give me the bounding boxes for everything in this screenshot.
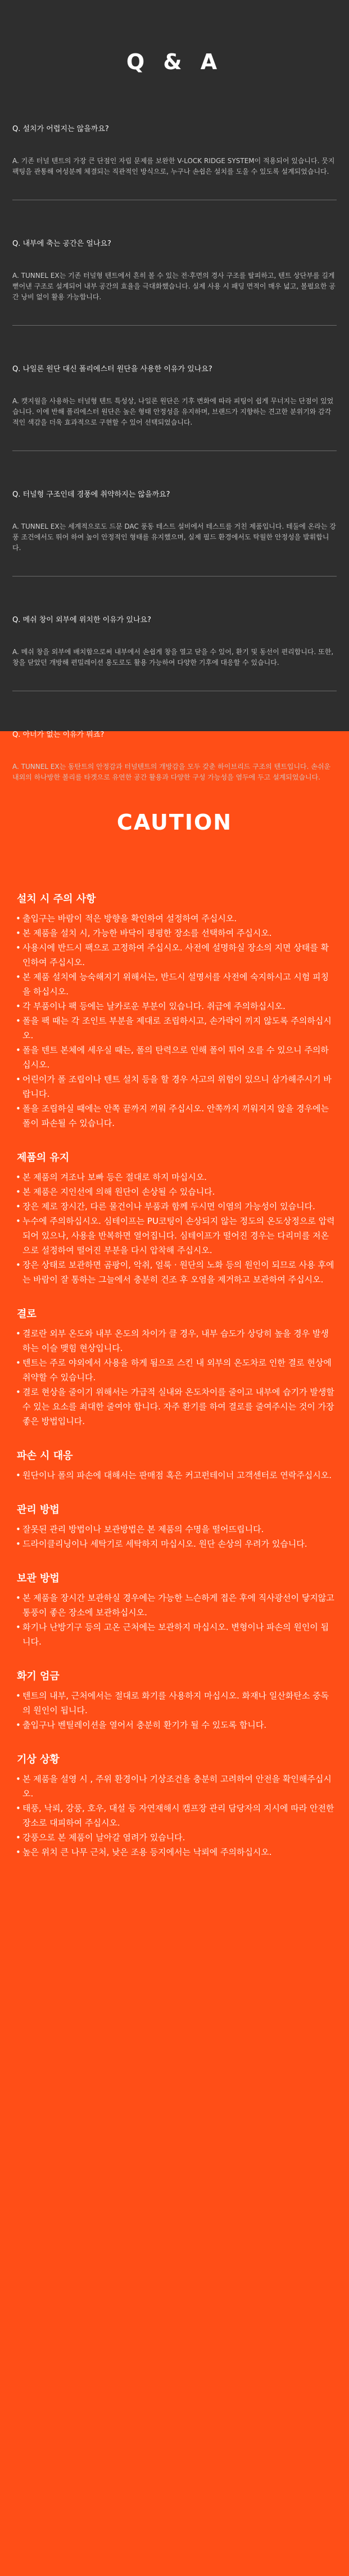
caution-list-item: • 본 제품 설치에 능숙해지기 위해서는, 반드시 설명서를 사전에 숙지하시고 시험 피칭을 하십시오. (12, 970, 337, 999)
qa-item (12, 363, 337, 451)
caution-list-item: • 결로 현상을 줄이기 위해서는 가급적 실내와 온도차이를 줄이고 내부에 습기가 발생할 수 있는 요소를 최대한 줄여야 합니다. 자주 환기를 하여 결로를 줄여주시는 것이 가장 좋은 방법입니다. (12, 1385, 337, 1429)
caution-list-item: • 본 제품의 겨조나 보빠 등은 절대로 하지 마십시오. (12, 1170, 337, 1185)
caution-subsection-title: 보관 방법 (17, 1573, 60, 1584)
caution-list-item: • 본 제품을 설치 시, 가능한 바닥이 평평한 장소를 선택하여 주십시오. (12, 926, 337, 940)
caution-list-item: • 각 부품이나 팩 등에는 날카로운 부분이 있습니다. 취급에 주의하십시오. (12, 999, 337, 1014)
qa-item (12, 237, 337, 326)
qa-answer: A. 기존 터널 텐트의 가장 큰 단점인 자립 문제를 보완한 V-LOCK RIDGE SYSTEM이 적용되어 있습니다. 뭇지 팩팅을 관통해 여성분께 체결되는 직관적인 방식으로, 누구나 손쉽은 설치를 도울 수 있도록 설계되었습니다. (12, 157, 335, 175)
caution-subsection (12, 1306, 337, 1429)
caution-list-item: • 원단이나 폴의 파손에 대해서는 판매점 혹은 커고펀테이너 고객센터로 연락주십시오. (12, 1468, 337, 1483)
caution-list-item: • 드라이클리닝이나 세탁기로 세탁하지 마십시오. 원단 손상의 우려가 있습니다. (12, 1537, 337, 1551)
qa-question: Q. 메쉬 창이 외부에 위치한 이유가 있나요? (12, 616, 151, 624)
caution-list-item: • 텐트의 내부, 근처에서는 절대로 화기를 사용하지 마십시오. 화재나 일산화탄소 중독의 원인이 됩니다. (12, 1688, 337, 1718)
caution-list (12, 1170, 337, 1287)
caution-list-item: • 잘못된 관리 방법이나 보관방법은 본 제품의 수명을 떨어뜨립니다. (12, 1522, 337, 1537)
caution-list-item: • 폴을 조립하실 때에는 안쪽 끝까지 끼워 주십시오. 안쪽까지 끼워지지 않을 경우에는 폴이 파손될 수 있습니다. (12, 1101, 337, 1131)
qa-item (12, 614, 337, 691)
caution-subsection-title: 화기 엄금 (17, 1670, 60, 1682)
qa-question: Q. 터널형 구조인데 경풍에 취약하지는 않을까요? (12, 490, 170, 499)
caution-list-item: • 어린이가 폴 조립이나 텐트 설치 등을 할 경우 사고의 위험이 있으니 삼가해주시기 바랍니다. (12, 1072, 337, 1101)
caution-list-item: • 누수에 주의하십시오. 심테이프는 PU코팅이 손상되지 않는 정도의 온도상정으로 압력되어 있으나, 사용을 반복하면 열어집니다. 심테이프가 떨어진 경우는 다리미를 저온으로 설정하여 떨어진 부분을 다시 압착해 주십시오. (12, 1214, 337, 1258)
qa-question: Q. 나일론 원단 대신 폴리에스터 원단을 사용한 이유가 있나요? (12, 365, 212, 373)
caution-list (12, 1468, 337, 1483)
qa-item (12, 488, 337, 577)
caution-subsection (12, 1150, 337, 1287)
caution-subsection-title: 제품의 유지 (17, 1152, 70, 1164)
caution-list-item: • 장은 제로 장시간, 다른 물건이나 부품과 함께 두시면 이염의 가능성이 있습니다. (12, 1199, 337, 1214)
caution-list-item: • 텐트는 주로 야외에서 사용을 하게 됨으로 스킨 내 외부의 온도차로 인한 결로 현상에 취약할 수 있습니다. (12, 1355, 337, 1385)
qa-answer: A. 메쉬 창을 외부에 배치함으로써 내부에서 손쉽게 창을 열고 닫을 수 있어, 환기 및 동선이 편리합니다. 또한, 창을 닫았던 개방해 편밀레이션 용도로도 활용 가능하여 다양한 기후에 대응할 수 있습니다. (12, 648, 334, 666)
caution-subsection (12, 1502, 337, 1551)
qa-title: Q & A (126, 49, 223, 74)
caution-list-item: • 출입구나 벤틸레이션을 열어서 충분히 환기가 될 수 있도록 합니다. (12, 1718, 337, 1732)
caution-list (12, 1326, 337, 1429)
caution-list-item: • 높은 위치 큰 나무 근처, 낮은 조용 등지에서는 낙뢰에 주의하십시오. (12, 1845, 337, 1859)
caution-sections (12, 891, 337, 1859)
caution-section (0, 731, 349, 2576)
caution-list-item: • 본 제품을 설영 시 , 주위 환경이나 기상조건을 충분히 고려하여 안전을 확인해주십시오. (12, 1772, 337, 1801)
caution-subsection-title: 결로 (17, 1308, 37, 1320)
qa-section (0, 0, 349, 781)
qa-question: Q. 설치가 어렵지는 않을까요? (12, 125, 109, 133)
caution-subsection (12, 1751, 337, 1859)
caution-subsection-title: 설치 시 주의 사항 (17, 893, 96, 905)
caution-list (12, 911, 337, 1131)
qa-question: Q. 아너가 없는 이유가 뭐죠? (12, 731, 105, 739)
caution-list-item: • 장은 상태로 보관하면 곰팡이, 악취, 얼룩 · 원단의 노화 등의 원인이 되므로 사용 후에는 바람이 잘 통하는 그늘에서 충분히 건조 후 오염을 제거하고 보관하여 주십시오. (12, 1258, 337, 1287)
caution-list-item: • 폴을 팩 때는 각 조인트 부분을 제대로 조립하시고, 손가락이 끼지 않도록 주의하십시오. (12, 1014, 337, 1043)
caution-subsection (12, 891, 337, 1131)
caution-list-item: • 본 제품은 지인선에 의해 원단이 손상될 수 있습니다. (12, 1185, 337, 1199)
caution-list (12, 1688, 337, 1732)
caution-list-item: • 본 제품을 장시간 보관하실 경우에는 가능한 느슨하게 접은 후에 직사광선이 닿지않고 통풍이 좋은 장소에 보관하십시오. (12, 1591, 337, 1620)
caution-subsection-title: 관리 방법 (17, 1504, 60, 1516)
caution-subsection (12, 1668, 337, 1732)
caution-list (12, 1772, 337, 1859)
caution-title: CAUTION (116, 810, 233, 835)
caution-list (12, 1522, 337, 1551)
caution-list-item: • 폴을 텐트 본체에 세우실 때는, 폴의 탄력으로 인해 폴이 튀어 오를 수 있으니 주의하십시오. (12, 1043, 337, 1072)
caution-list-item: • 사용시에 반드시 팩으로 고정하여 주십시오. 사전에 설명하실 장소의 지면 상태를 확인하여 주십시오. (12, 940, 337, 970)
caution-list-item: • 결로란 외부 온도와 내부 온도의 차이가 클 경우, 내부 습도가 상당히 높을 경우 발생하는 이슬 맺힘 현상입니다. (12, 1326, 337, 1355)
qa-answer: A. TUNNEL EX는 세계적으로도 드문 DAC 풍동 테스트 설비에서 테스트를 거친 제품입니다. 테둘에 온라는 강풍 조건에서도 뛰어 하여 높이 안정적인 형태를 유지했으며, 실제 필드 환경에서도 탁월한 안정성을 발휘합니다. (12, 523, 336, 552)
caution-list-item: • 강풍으로 본 제품이 날아갈 염려가 있습니다. (12, 1830, 337, 1845)
caution-subsection (12, 1448, 337, 1483)
caution-subsection-title: 기상 상황 (17, 1754, 60, 1766)
qa-answer: A. TUNNEL EX는 기존 터널형 텐트에서 흔히 볼 수 있는 전·후면의 경사 구조를 탈피하고, 텐트 상단부를 길게 뻗어낸 구조로 설계되어 내부 공간의 효율을 극대화했습니다. 실제 사용 시 패딩 면적이 매우 넓고, 볼펄요한 공간 낭비 없이 활용 가능합니다. (12, 272, 336, 301)
qa-answer: A. TUNNEL EX는 동탄트의 안정감과 터널텐트의 개방감을 모두 갖춘 하이브리드 구조의 텐트입니다. 손쉬운 내외의 하나방한 볼리를 타겟으로 유연한 공간 활용과 다양한 구성 가능성을 염두에 두고 설계되었습니다. (12, 763, 331, 781)
caution-list (12, 1591, 337, 1649)
qa-answer: A. 캣지월을 사용하는 터널형 텐트 특성상, 나일론 원단은 기후 변화에 따라 피팅이 쉽게 무너지는 단점이 있었습니다. 이에 반해 폴리에스터 원단은 높은 형태 안정성을 유지하며, 브랜드가 지향하는 견고한 분위기와 감각적인 색감을 더욱 효과적으로 구현할 수 있어 선택되었습니다. (12, 397, 334, 426)
caution-list-item: • 출입구는 바람이 적은 방향을 확인하여 설정하여 주십시오. (12, 911, 337, 926)
qa-item (12, 123, 337, 200)
caution-subsection-title: 파손 시 대응 (17, 1450, 73, 1462)
caution-subsection (12, 1570, 337, 1649)
qa-question: Q. 내부에 축는 공간은 얼나요? (12, 240, 111, 248)
caution-list-item: • 태풍, 낙뢰, 강풍, 호우, 대설 등 자연재해시 캠프장 관리 담당자의 지시에 따라 안전한 장소로 대피하여 주십시오. (12, 1801, 337, 1830)
caution-list-item: • 화기나 난방기구 등의 고온 근처에는 보관하지 마십시오. 변형이나 파손의 원인이 됩니다. (12, 1620, 337, 1649)
